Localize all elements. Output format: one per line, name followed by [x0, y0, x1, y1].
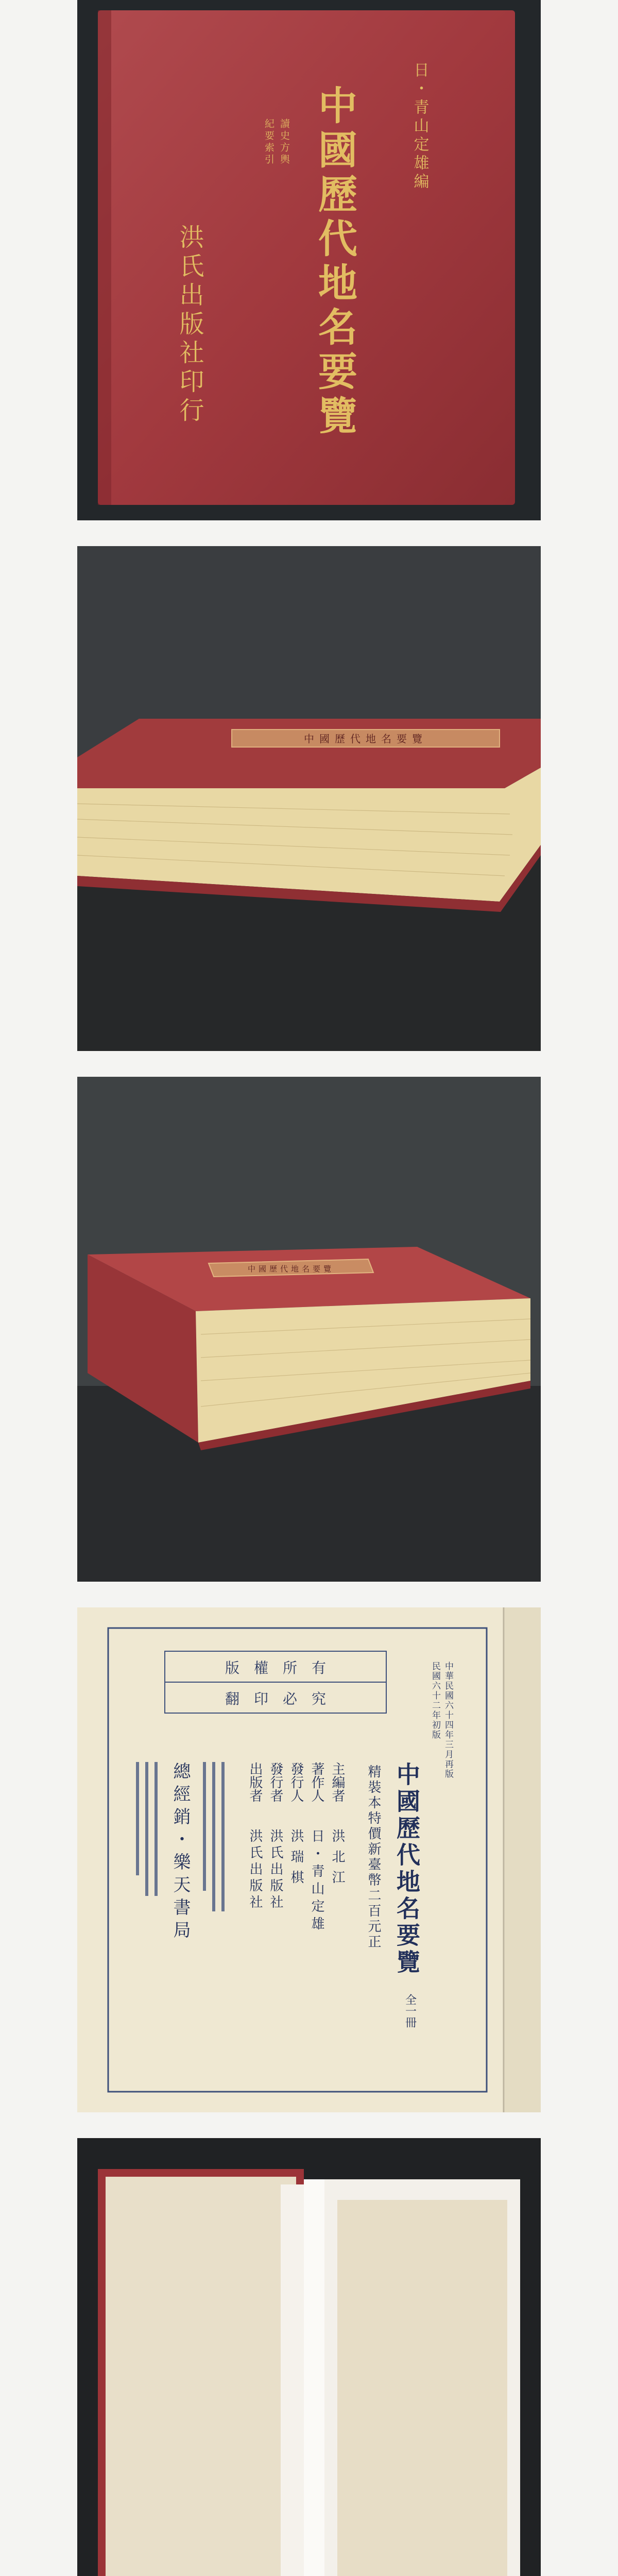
cover-title: 中國歷代地名要覽	[312, 85, 358, 439]
role-label: 發行人	[288, 1762, 304, 1802]
cover-publisher: 洪氏出版社印行	[175, 224, 204, 426]
role-name: 洪北江	[330, 1829, 345, 1891]
role-name: 日・青山定雄	[309, 1829, 324, 1934]
book-angle-2-svg	[77, 1077, 541, 1582]
photo-book-angle-2	[77, 1077, 541, 1582]
photo-colophon-page	[77, 1607, 541, 2112]
role-label: 著作人	[309, 1762, 324, 1802]
role-label: 主編者	[330, 1762, 345, 1802]
colophon-title: 中國歷代地名要覽	[393, 1762, 421, 1976]
colophon-volume: 全一冊	[403, 1994, 417, 2028]
role-name: 洪氏出版社	[247, 1829, 263, 1911]
colophon-svg	[77, 1607, 541, 2112]
front-cover-svg	[77, 0, 541, 520]
copyright-reserved: 版 權 所 有	[225, 1659, 327, 1676]
photo-book-angle-1	[77, 546, 541, 1051]
spine-label-text: 中國歷代地名要覽	[304, 733, 427, 745]
role-label: 出版者	[247, 1762, 263, 1802]
colophon-date-first: 民國六十二年初版	[430, 1662, 440, 1740]
endpaper-left	[106, 2177, 296, 2576]
book-front-cover	[98, 10, 515, 505]
role-name: 洪氏出版社	[268, 1829, 283, 1911]
book-angle-1-svg	[77, 546, 541, 1051]
cover-subtitle-b: 紀要索引	[263, 118, 274, 166]
cover-author: 日・青山定雄編	[410, 62, 429, 192]
spine-label-text-2: 中國歷代地名要覽	[247, 1264, 335, 1274]
endpapers-svg	[77, 2138, 541, 2576]
endpaper-right	[337, 2200, 507, 2576]
photo-endpapers	[77, 2138, 541, 2576]
colophon-date-reprint: 中華民國六十四年三月再版	[443, 1662, 453, 1779]
photo-front-cover	[77, 0, 541, 520]
role-label: 發行者	[268, 1762, 283, 1802]
copyright-no-reprint: 翻 印 必 究	[225, 1690, 327, 1707]
colophon-price: 精裝本特價新臺幣二百元正	[366, 1765, 381, 1950]
colophon-distributor: 總經銷・樂天書局	[170, 1762, 191, 1943]
cover-subtitle-a: 讀史方輿	[279, 118, 290, 166]
role-name: 洪瑞棋	[288, 1829, 304, 1891]
